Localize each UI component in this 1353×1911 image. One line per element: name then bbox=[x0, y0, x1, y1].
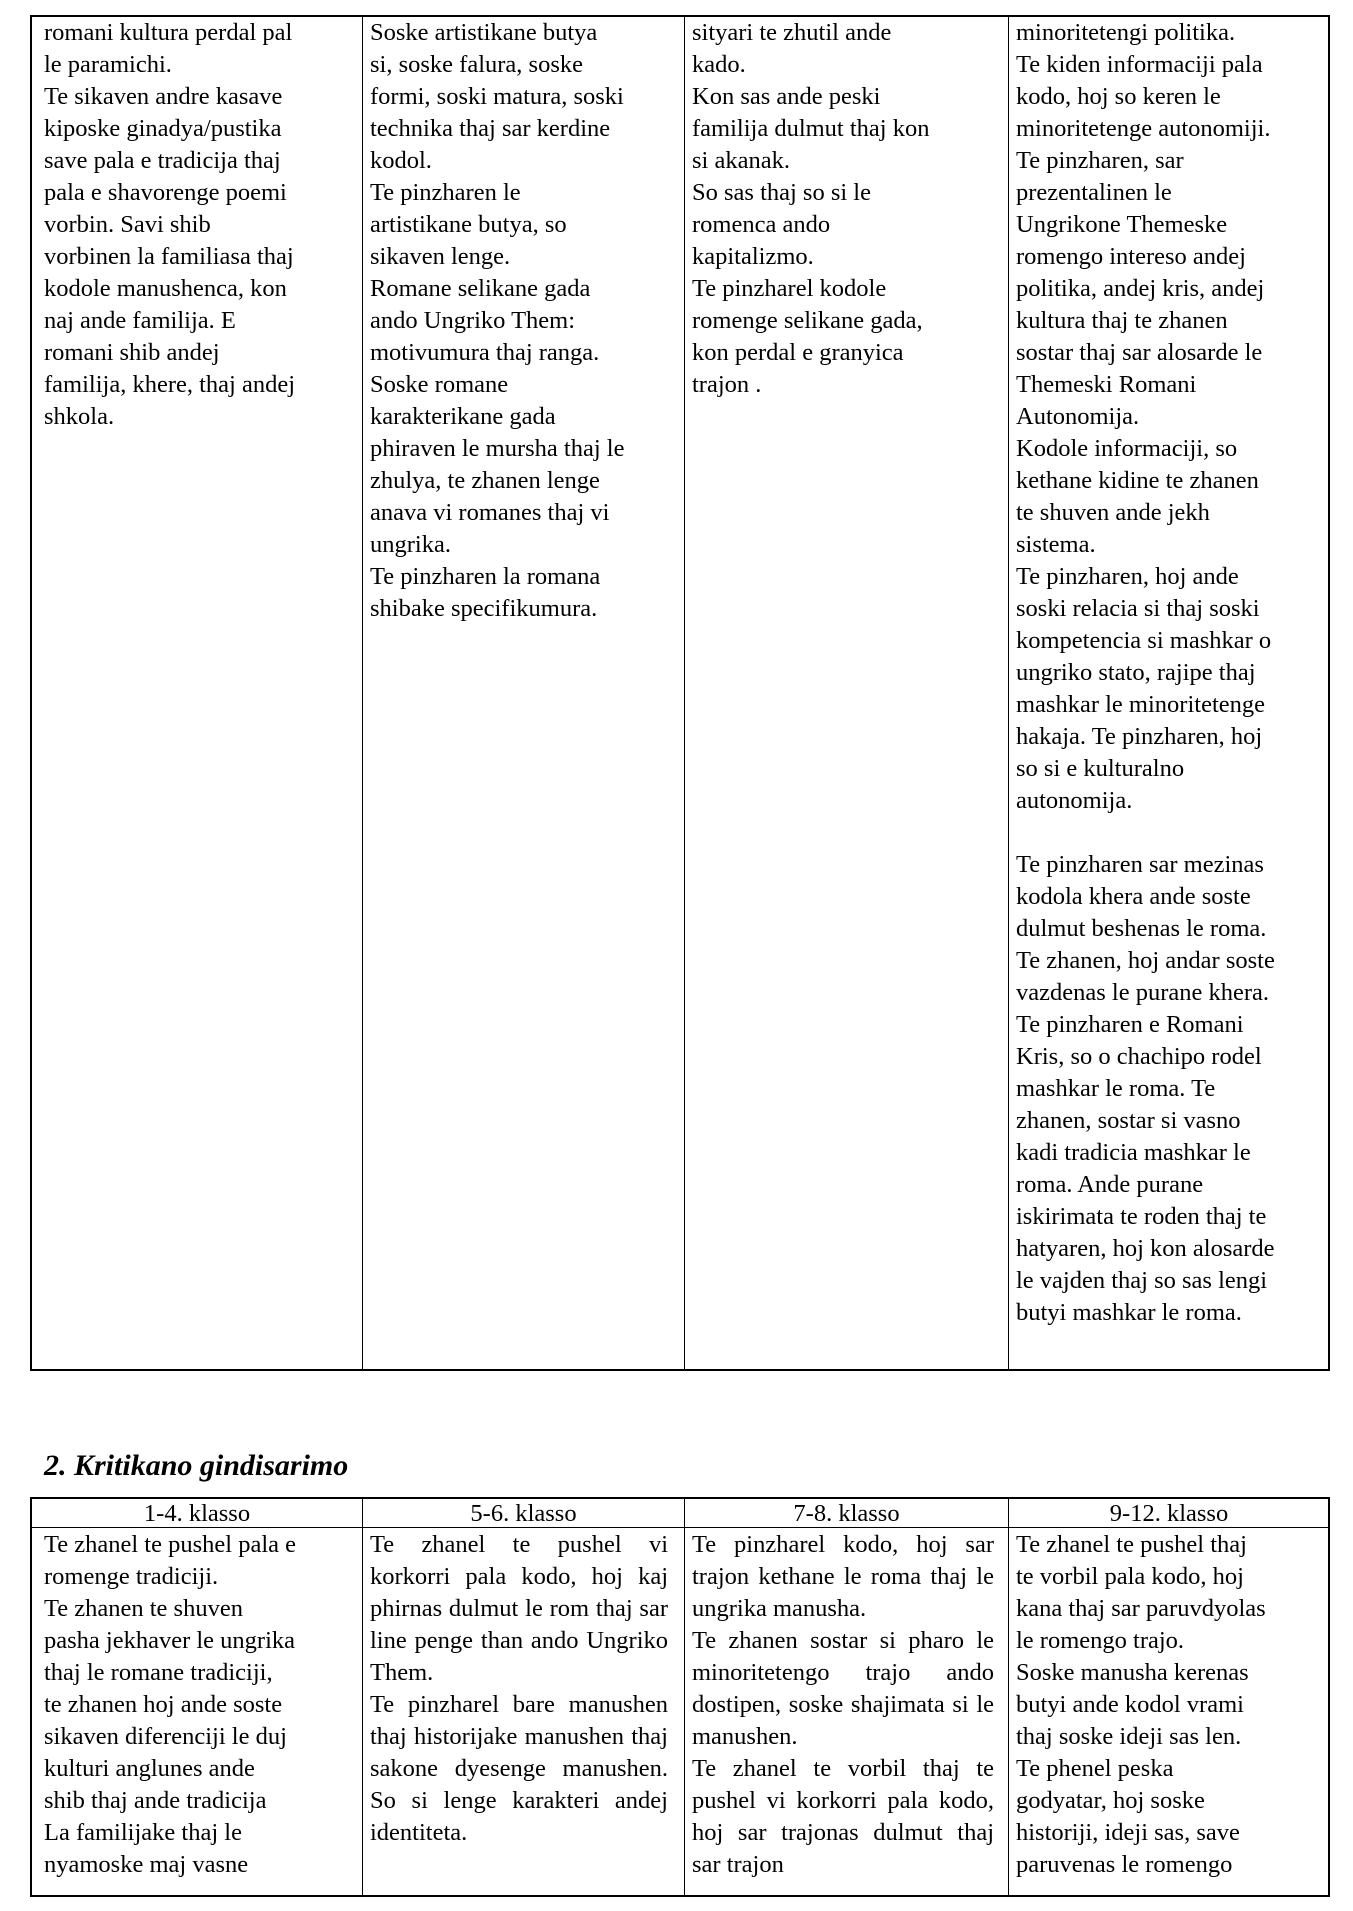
column-divider bbox=[362, 17, 363, 1369]
column-divider bbox=[1008, 1499, 1009, 1895]
table-cell-col4: Te zhanel te pushel thaj te vorbil pala kodo, hoj kana thaj sar paruvdyolas le romengo trajo. Soske manusha kerenas butyi ande kodol vrami thaj soske ideji sas len. Te phenel peska godyatar, hoj soske historiji, ideji sas, save paruvenas le romengo bbox=[1016, 1531, 1266, 1878]
table-cell-col1: Te zhanel te pushel pala e romenge tradiciji. Te zhanen te shuven pasha jekhaver le ungrika thaj le romane tradiciji, te zhanen hoj ande soste sikaven diferenciji le duj kulturi anglunes ande shib thaj ande tradicija La familijake thaj le nyamoske maj vasne bbox=[44, 1531, 297, 1878]
header-divider bbox=[32, 1527, 1328, 1528]
column-divider bbox=[362, 1499, 363, 1895]
section-heading: 2. Kritikano gindisarimo bbox=[44, 1449, 349, 1482]
table-cell-col3: sityari te zhutil ande kado. Kon sas ande peski familija dulmut thaj kon si akanak. So sas thaj so si le romenca ando kapitalizmo. Te pinzharel kodole romenge selikane gada, kon perdal e granyica trajon . bbox=[692, 19, 930, 398]
table-cell-col2: Te zhanel te pushel vi korkorri pala kodo, hoj kaj phirnas dulmut le rom thaj sar line penge than ando Ungriko Them. Te pinzharel bare manushen thaj historijake manushen thaj sakone dyesenge manushen. So si lenge karakteri andej identiteta. bbox=[370, 1531, 668, 1846]
critical-thinking-table bbox=[30, 1497, 1330, 1897]
table-cell-col3: Te pinzharel kodo, hoj sar trajon kethane le roma thaj le ungrika manusha. Te zhanen sostar si pharo le minoritetengo trajo ando dostipen, soske shajimata si le manushen. Te zhanel te vorbil thaj te pushel vi korkorri pala kodo, hoj sar trajonas dulmut thaj sar trajon bbox=[692, 1531, 994, 1878]
table-cell-col1: romani kultura perdal pal le paramichi. Te sikaven andre kasave kiposke ginadya/pustika save pala e tradicija thaj pala e shavorenge poemi vorbin. Savi shib vorbinen la familiasa thaj kodole manushenca, kon naj ande familija. E romani shib andej familija, khere, thaj andej shkola. bbox=[44, 19, 296, 430]
column-divider bbox=[684, 17, 685, 1369]
column-header: 9-12. klasso bbox=[1109, 1500, 1229, 1527]
column-divider bbox=[684, 1499, 685, 1895]
table-cell-col4: minoritetengi politika. Te kiden informaciji pala kodo, hoj so keren le minoritetenge autonomiji. Te pinzharen, sar prezentalinen le Ungrikone Themeske romengo intereso andej politika, andej kris, andej kultura thaj te zhanen sostar thaj sar alosarde le Themeski Romani Autonomija. Kodole informaciji, so kethane kidine te zhanen te shuven ande jekh sistema. Te pinzharen, hoj ande soski relacia si thaj soski kompetencia si mashkar o ungriko stato, rajipe thaj mashkar le minoritetenge hakaja. Te pinzharen, hoj so si e kulturalno autonomija. Te pinzharen sar mezinas kodola khera ande soste dulmut beshenas le roma. Te zhanen, hoj andar soste vazdenas le purane khera. Te pinzharen e Romani Kris, so o chachipo rodel mashkar le roma. Te zhanen, sostar si vasno kadi tradicia mashkar le roma. Ande purane iskirimata te roden thaj te hatyaren, hoj kon alosarde le vajden thaj so sas lengi butyi mashkar le roma. bbox=[1016, 19, 1275, 1326]
table-cell-col2: Soske artistikane butya si, soske falura, soske formi, soski matura, soski technika thaj sar kerdine kodol. Te pinzharen le artistikane butya, so sikaven lenge. Romane selikane gada ando Ungriko Them: motivumura thaj ranga. Soske romane karakterikane gada phiraven le mursha thaj le zhulya, te zhanen lenge anava vi romanes thaj vi ungrika. Te pinzharen la romana shibake specifikumura. bbox=[370, 19, 625, 622]
continuation-table bbox=[30, 15, 1330, 1371]
column-divider bbox=[1008, 17, 1009, 1369]
column-header: 7-8. klasso bbox=[793, 1500, 900, 1527]
column-header: 1-4. klasso bbox=[143, 1500, 251, 1527]
column-header: 5-6. klasso bbox=[470, 1500, 577, 1527]
